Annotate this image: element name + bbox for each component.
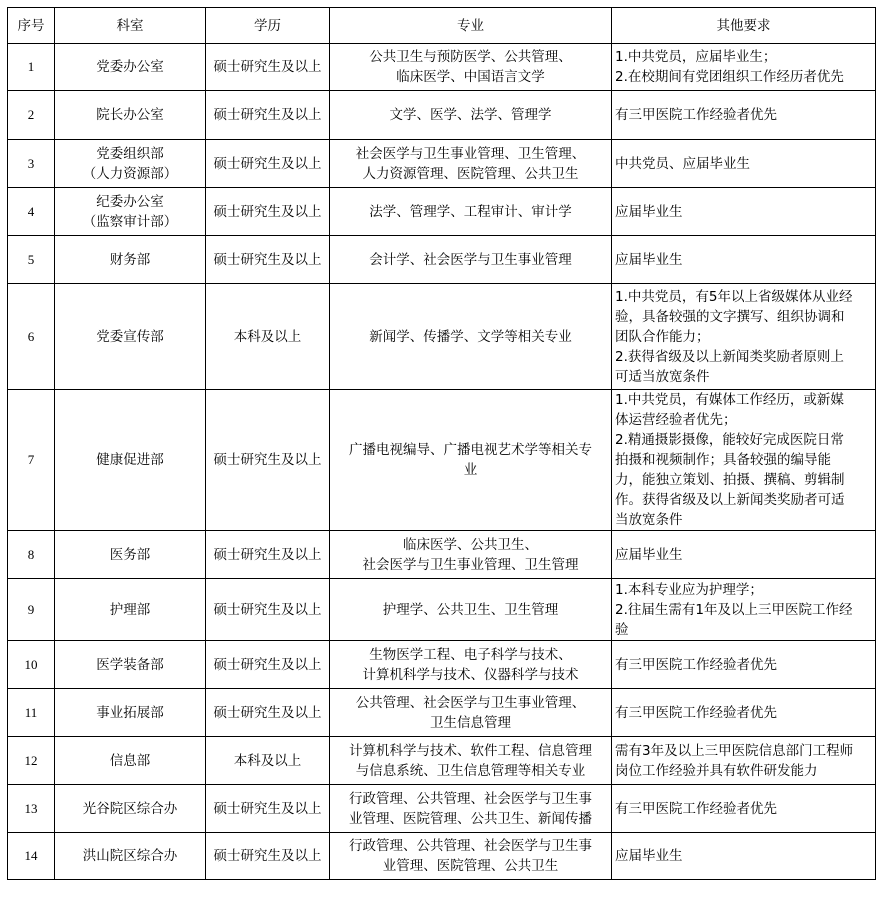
cell-department-line: （人力资源部） xyxy=(82,165,178,182)
cell-index: 2 xyxy=(8,91,55,140)
cell-other-requirements xyxy=(612,689,876,737)
cell-department xyxy=(55,236,206,284)
cell-department-line: 院长办公室 xyxy=(96,107,164,123)
cell-other-requirements-line: 有三甲医院工作经验者优先 xyxy=(615,656,777,673)
cell-other-requirements-line: 有三甲医院工作经验者优先 xyxy=(615,704,777,721)
table-row xyxy=(8,689,876,737)
cell-index: 5 xyxy=(8,236,55,284)
table-row xyxy=(8,44,876,91)
cell-other-requirements xyxy=(612,91,876,140)
table-row xyxy=(8,390,876,531)
cell-department-line: 医学装备部 xyxy=(96,656,164,673)
cell-other-requirements-line: 应届毕业生 xyxy=(615,251,683,268)
cell-other-requirements-line: 应届毕业生 xyxy=(615,203,683,220)
cell-other-requirements-line: 2.精通摄影摄像，能较好完成医院日常 xyxy=(615,432,844,448)
table-row xyxy=(8,785,876,833)
cell-other-requirements xyxy=(612,833,876,880)
cell-major-line: 与信息系统、卫生信息管理等相关专业 xyxy=(355,762,586,779)
cell-education: 硕士研究生及以上 xyxy=(206,390,330,531)
table-row xyxy=(8,188,876,236)
table-row xyxy=(8,236,876,284)
cell-education: 本科及以上 xyxy=(206,284,330,390)
cell-other-requirements-line: 验 xyxy=(615,621,629,638)
header-other-requirements: 其他要求 xyxy=(612,8,876,44)
table-body xyxy=(8,44,876,880)
cell-department xyxy=(55,284,206,390)
cell-department-line: 护理部 xyxy=(109,601,151,618)
cell-major-line: 法学、管理学、工程审计、审计学 xyxy=(369,203,572,220)
cell-department xyxy=(55,91,206,140)
cell-major-line: 公共卫生与预防医学、公共管理、 xyxy=(369,49,572,65)
cell-index: 10 xyxy=(8,641,55,689)
cell-other-requirements-line: 1.中共党员，应届毕业生； xyxy=(615,49,777,65)
cell-department xyxy=(55,531,206,579)
cell-major xyxy=(330,44,612,91)
cell-other-requirements-line: 应届毕业生 xyxy=(615,848,683,864)
cell-education: 硕士研究生及以上 xyxy=(206,140,330,188)
cell-other-requirements-line: 作。获得省级及以上新闻类奖励者可适 xyxy=(615,492,845,508)
cell-index: 12 xyxy=(8,737,55,785)
cell-major xyxy=(330,641,612,689)
cell-major-line: 文学、医学、法学、管理学 xyxy=(389,107,552,123)
cell-major-line: 业 xyxy=(463,462,478,478)
cell-other-requirements-line: 应届毕业生 xyxy=(615,546,683,563)
cell-other-requirements xyxy=(612,641,876,689)
cell-department-line: 党委组织部 xyxy=(96,145,164,162)
header-index: 序号 xyxy=(8,8,55,44)
header-row xyxy=(8,8,876,44)
cell-education: 硕士研究生及以上 xyxy=(206,44,330,91)
cell-major xyxy=(330,284,612,390)
cell-major-line: 公共管理、社会医学与卫生事业管理、 xyxy=(355,694,586,711)
cell-other-requirements xyxy=(612,737,876,785)
cell-other-requirements-line: 有三甲医院工作经验者优先 xyxy=(615,107,777,123)
cell-department-line: （监察审计部） xyxy=(82,213,178,230)
cell-other-requirements-line: 1.本科专业应为护理学； xyxy=(615,581,763,598)
cell-other-requirements-line: 1.中共党员，有5年以上省级媒体从业经 xyxy=(615,288,853,305)
cell-major xyxy=(330,188,612,236)
cell-index: 8 xyxy=(8,531,55,579)
cell-index: 4 xyxy=(8,188,55,236)
cell-major xyxy=(330,140,612,188)
cell-other-requirements-line: 岗位工作经验并具有软件研发能力 xyxy=(615,762,818,779)
cell-department-line: 医务部 xyxy=(109,546,151,563)
cell-major-line: 会计学、社会医学与卫生事业管理 xyxy=(369,251,572,268)
cell-index: 1 xyxy=(8,44,55,91)
table-row xyxy=(8,140,876,188)
cell-major-line: 人力资源管理、医院管理、公共卫生 xyxy=(362,165,579,182)
cell-major-line: 临床医学、公共卫生、 xyxy=(403,536,538,553)
cell-other-requirements-line: 可适当放宽条件 xyxy=(615,368,710,385)
cell-education: 硕士研究生及以上 xyxy=(206,531,330,579)
cell-major-line: 计算机科学与技术、软件工程、信息管理 xyxy=(349,742,592,759)
cell-major-line: 业管理、医院管理、公共卫生、新闻传播 xyxy=(349,810,592,827)
cell-major-line: 广播电视编导、广播电视艺术学等相关专 xyxy=(349,442,592,458)
cell-education: 硕士研究生及以上 xyxy=(206,689,330,737)
cell-department xyxy=(55,44,206,91)
cell-department-line: 洪山院区综合办 xyxy=(82,848,178,864)
cell-department-line: 党委宣传部 xyxy=(96,328,164,345)
cell-department-line: 信息部 xyxy=(109,752,151,769)
cell-other-requirements-line: 团队合作能力； xyxy=(615,328,710,345)
cell-major-line: 行政管理、公共管理、社会医学与卫生事 xyxy=(349,838,592,854)
cell-department xyxy=(55,188,206,236)
cell-major-line: 社会医学与卫生事业管理、卫生管理 xyxy=(362,556,579,573)
cell-major-line: 卫生信息管理 xyxy=(430,714,511,731)
cell-index: 9 xyxy=(8,579,55,641)
header-major: 专业 xyxy=(330,8,612,44)
cell-other-requirements-line: 需有3年及以上三甲医院信息部门工程师 xyxy=(615,742,854,759)
cell-major xyxy=(330,91,612,140)
cell-department-line: 财务部 xyxy=(109,251,151,268)
cell-education: 硕士研究生及以上 xyxy=(206,91,330,140)
cell-other-requirements-line: 体运营经验者优先； xyxy=(615,412,737,428)
table-row xyxy=(8,833,876,880)
cell-other-requirements xyxy=(612,785,876,833)
cell-major-line: 行政管理、公共管理、社会医学与卫生事 xyxy=(349,790,592,807)
cell-education: 硕士研究生及以上 xyxy=(206,236,330,284)
cell-department xyxy=(55,785,206,833)
cell-other-requirements-line: 验，具备较强的文字撰写、组织协调和 xyxy=(615,308,845,325)
cell-department-line: 光谷院区综合办 xyxy=(82,800,178,817)
cell-department xyxy=(55,737,206,785)
cell-department-line: 健康促进部 xyxy=(96,452,164,468)
cell-department xyxy=(55,390,206,531)
cell-department-line: 党委办公室 xyxy=(96,59,164,75)
cell-major-line: 社会医学与卫生事业管理、卫生管理、 xyxy=(355,145,586,162)
cell-index: 6 xyxy=(8,284,55,390)
cell-index: 13 xyxy=(8,785,55,833)
table-row xyxy=(8,641,876,689)
cell-other-requirements-line: 力，能独立策划、拍摄、撰稿、剪辑制 xyxy=(615,472,845,488)
cell-major-line: 业管理、医院管理、公共卫生 xyxy=(382,858,559,874)
cell-other-requirements xyxy=(612,236,876,284)
cell-index: 11 xyxy=(8,689,55,737)
table-row xyxy=(8,284,876,390)
cell-other-requirements-line: 2.往届生需有1年及以上三甲医院工作经 xyxy=(615,601,853,618)
cell-index: 7 xyxy=(8,390,55,531)
cell-other-requirements-line: 拍摄和视频制作；具备较强的编导能 xyxy=(615,452,831,468)
cell-other-requirements xyxy=(612,579,876,641)
cell-other-requirements xyxy=(612,140,876,188)
cell-major-line: 护理学、公共卫生、卫生管理 xyxy=(382,601,559,618)
cell-index: 3 xyxy=(8,140,55,188)
table-row xyxy=(8,737,876,785)
cell-department xyxy=(55,689,206,737)
cell-other-requirements-line: 2.获得省级及以上新闻类奖励者原则上 xyxy=(615,348,844,365)
cell-other-requirements xyxy=(612,390,876,531)
cell-other-requirements xyxy=(612,44,876,91)
cell-major-line: 新闻学、传播学、文学等相关专业 xyxy=(369,328,572,345)
table-row xyxy=(8,579,876,641)
cell-other-requirements-line: 有三甲医院工作经验者优先 xyxy=(615,800,777,817)
cell-major xyxy=(330,833,612,880)
cell-other-requirements-line: 当放宽条件 xyxy=(615,512,683,528)
cell-index: 14 xyxy=(8,833,55,880)
cell-major xyxy=(330,689,612,737)
cell-other-requirements-line: 2.在校期间有党团组织工作经历者优先 xyxy=(615,69,844,85)
cell-department xyxy=(55,579,206,641)
cell-other-requirements xyxy=(612,284,876,390)
cell-education: 硕士研究生及以上 xyxy=(206,641,330,689)
cell-major xyxy=(330,390,612,531)
cell-major xyxy=(330,236,612,284)
cell-major-line: 生物医学工程、电子科学与技术、 xyxy=(369,646,572,663)
cell-department xyxy=(55,833,206,880)
cell-department xyxy=(55,641,206,689)
cell-major xyxy=(330,785,612,833)
header-education: 学历 xyxy=(206,8,330,44)
cell-major xyxy=(330,737,612,785)
cell-department-line: 事业拓展部 xyxy=(96,704,164,721)
cell-major-line: 计算机科学与技术、仪器科学与技术 xyxy=(362,666,579,683)
cell-major-line: 临床医学、中国语言文学 xyxy=(396,69,545,85)
cell-education: 本科及以上 xyxy=(206,737,330,785)
cell-other-requirements xyxy=(612,188,876,236)
header-department: 科室 xyxy=(55,8,206,44)
cell-education: 硕士研究生及以上 xyxy=(206,579,330,641)
cell-other-requirements-line: 1.中共党员，有媒体工作经历，或新媒 xyxy=(615,392,844,408)
cell-major xyxy=(330,579,612,641)
cell-other-requirements xyxy=(612,531,876,579)
cell-major xyxy=(330,531,612,579)
cell-education: 硕士研究生及以上 xyxy=(206,833,330,880)
recruitment-table xyxy=(7,7,876,880)
cell-department xyxy=(55,140,206,188)
cell-education: 硕士研究生及以上 xyxy=(206,785,330,833)
cell-department-line: 纪委办公室 xyxy=(96,193,164,210)
table-row xyxy=(8,531,876,579)
table-row xyxy=(8,91,876,140)
cell-other-requirements-line: 中共党员、应届毕业生 xyxy=(615,155,750,172)
cell-education: 硕士研究生及以上 xyxy=(206,188,330,236)
